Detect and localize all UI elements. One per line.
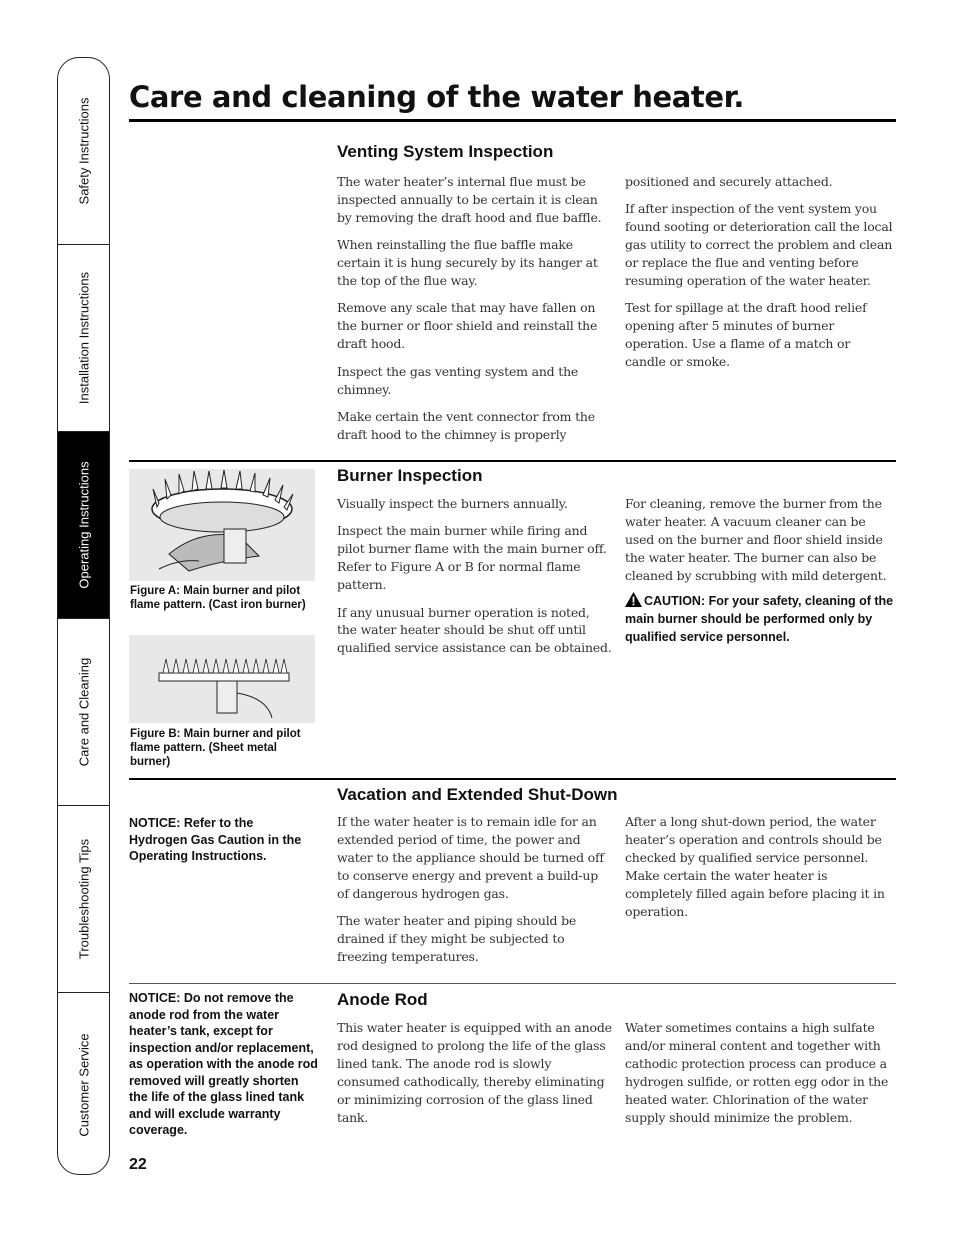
caution-block [625,592,895,646]
paragraph: The water heater and piping should be drained if they might be subjected to freezing temperatures. [337,913,577,964]
anode-col1 [337,1019,612,1136]
side-tab-column [57,57,110,1175]
venting-col1 [337,173,612,453]
figure-a-image [129,469,315,581]
hydrogen-notice: NOTICE: Refer to the Hydrogen Gas Caution in the Operating Instructions. [129,816,302,863]
paragraph: Make certain the vent connector from the draft hood to the chimney is properly [337,408,595,442]
section-divider [129,983,896,984]
figure-b-image [129,635,315,723]
paragraph: This water heater is equipped with an anode rod designed to prolong the life of the glass lined tank. The anode rod is slowly consumed cathodically, thereby eliminating or minimizing corrosion of the glass lined tank. [337,1020,612,1125]
paragraph: When reinstalling the flue baffle make certain it is hung securely by its hanger at the top of the flue way. [337,237,598,289]
tab-customer-service[interactable] [58,993,109,1175]
paragraph: Water sometimes contains a high sulfate and/or mineral content and together with cathodic protection process can produce a hydrogen sulfide, or rotten egg odor in the heated water. Chlorination of the water supply should minimize the problem. [625,1020,889,1125]
vacation-col1 [337,813,612,975]
paragraph: Inspect the gas venting system and the chimney. [337,363,579,397]
paragraph: Remove any scale that may have fallen on the burner or floor shield and reinstall the draft hood. [337,300,598,352]
tab-operating-instructions[interactable] [58,432,109,619]
vacation-heading: Vacation and Extended Shut-Down [337,785,618,804]
tab-troubleshooting-tips[interactable] [58,806,109,993]
tab-label: Customer Service [76,1032,91,1137]
section-divider [129,460,896,462]
burner-col2 [625,495,893,594]
paragraph: Visually inspect the burners annually. [337,496,568,511]
title-rule [129,119,896,122]
paragraph: Inspect the main burner while firing and pilot burner flame with the main burner off. Refer to Figure A or B for normal flame pattern. [337,523,607,593]
warning-triangle-icon [625,592,642,607]
page-title: Care and cleaning of the water heater. [129,80,745,114]
burner-col1 [337,495,612,667]
burner-heading: Burner Inspection [337,466,483,485]
sheet-metal-burner-illustration [129,635,315,723]
paragraph: If any unusual burner operation is noted, the water heater should be shut off until qualified service assistance can be obtained. [337,604,612,656]
tab-label: Care and Cleaning [76,657,91,767]
anode-col2 [625,1019,895,1136]
paragraph: If after inspection of the vent system you found sooting or deterioration call the local gas utility to correct the problem and clean or replace the flue and venting before resuming operation of the water heater. [625,201,893,289]
paragraph: After a long shut-down period, the water heater’s operation and controls should be checked by qualified service personnel. Make certain the water heater is completely filled again before placing it in operation. [625,814,885,919]
tab-safety-instructions[interactable] [58,58,109,245]
page-number: 22 [129,1156,147,1173]
tab-label: Troubleshooting Tips [76,838,91,960]
venting-heading: Venting System Inspection [337,142,554,161]
paragraph: If the water heater is to remain idle for an extended period of time, the power and water to the appliance should be turned off to conserve energy and prevent a build-up of dangerous hydrogen gas. [337,814,604,901]
tab-label: Operating Instructions [76,461,91,589]
tab-care-and-cleaning[interactable] [58,619,109,806]
tab-label: Safety Instructions [76,97,91,205]
tab-installation-instructions[interactable] [58,245,109,432]
figure-a-caption: Figure A: Main burner and pilot flame pattern. (Cast iron burner) [130,585,306,611]
anode-notice: NOTICE: Do not remove the anode rod from the water heater’s tank, except for inspection and/or replacement, as operation with the anode rod removed will greatly shorten the life of the glass lined tank and will exclude warranty coverage. [129,991,318,1137]
cast-iron-burner-illustration [129,469,315,581]
paragraph: Test for spillage at the draft hood relief opening after 5 minutes of burner operation. Use a flame of a match or candle or smoke. [625,300,867,370]
anode-heading: Anode Rod [337,990,428,1009]
figure-b-caption: Figure B: Main burner and pilot flame pattern. (Sheet metal burner) [130,728,301,768]
tab-label: Installation Instructions [76,271,91,405]
section-divider [129,778,896,780]
paragraph: The water heater’s internal flue must be inspected annually to be certain it is clean by removing the draft hood and flue baffle. [337,174,602,225]
paragraph: positioned and securely attached. [625,174,833,189]
caution-text: CAUTION: For your safety, cleaning of the main burner should be performed only by qualified service personnel. [625,594,894,644]
venting-col2 [625,173,893,381]
vacation-col2 [625,813,895,930]
paragraph: For cleaning, remove the burner from the water heater. A vacuum cleaner can be used on the burner and floor shield inside the water heater. The burner can also be cleaned by scrubbing with mild detergent. [625,496,887,583]
